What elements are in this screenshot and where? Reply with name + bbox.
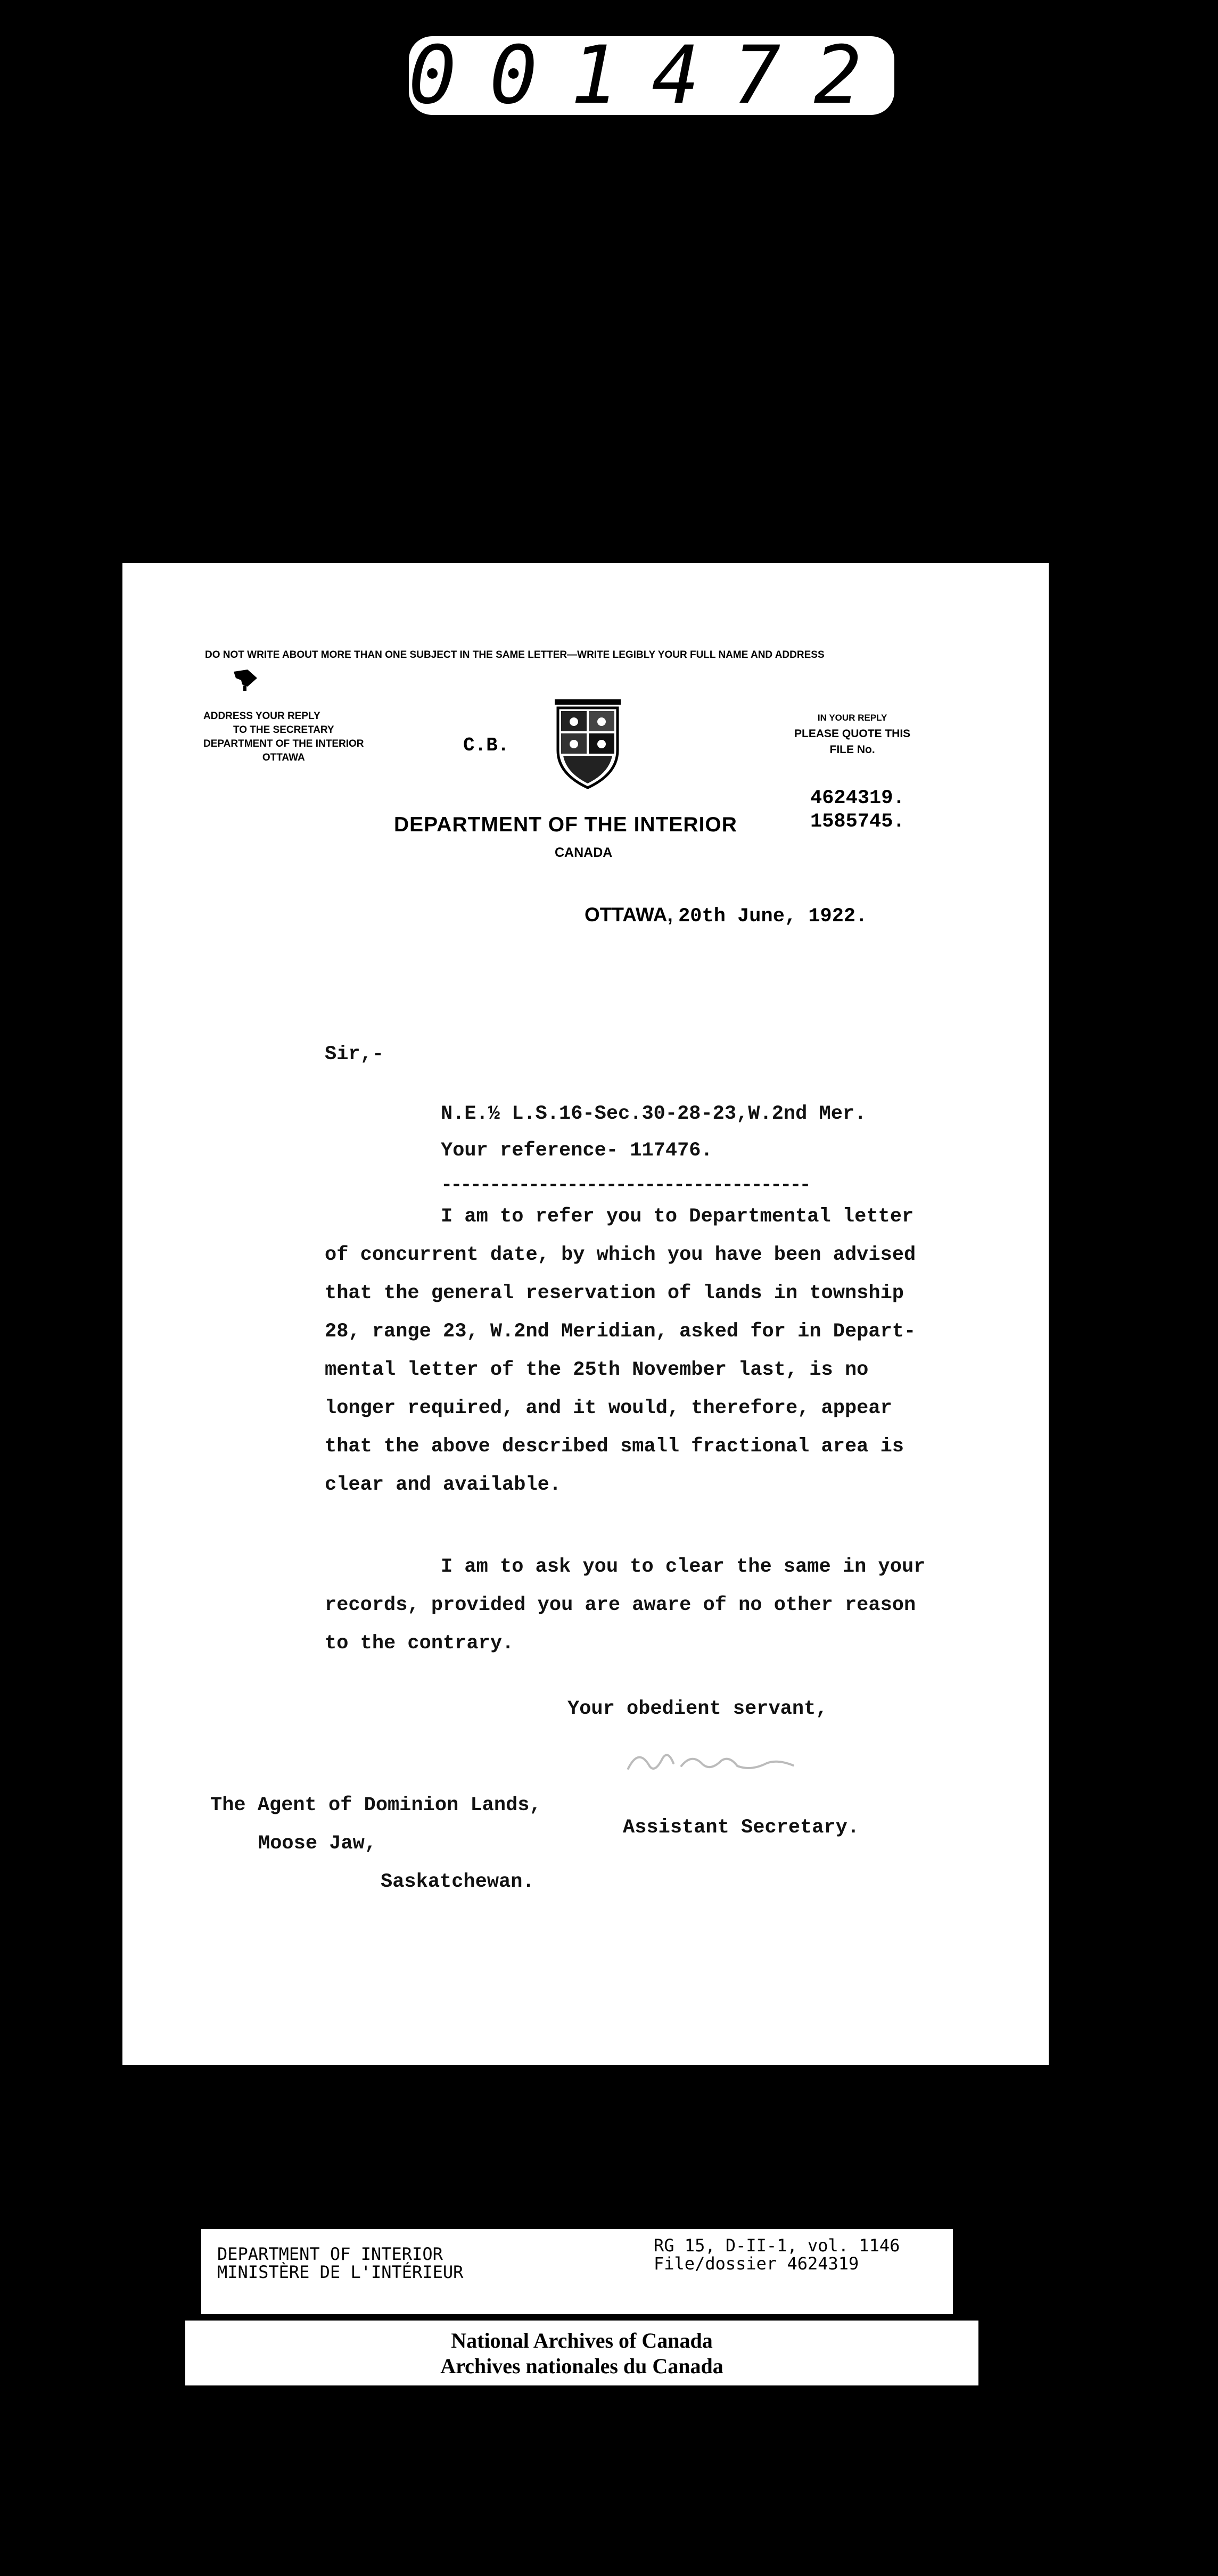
pointing-hand-icon [232,664,259,692]
body-line: clear and available. [325,1474,562,1496]
reply-address-line: ADDRESS YOUR REPLY [203,711,320,722]
stamp-line: DEPARTMENT OF INTERIOR [217,2244,443,2264]
recipient-line: Saskatchewan. [381,1871,534,1893]
body-line: longer required, and it would, therefore, appear [325,1397,892,1419]
stamp-line: File/dossier 4624319 [654,2253,859,2274]
reference-line: Your reference- 117476. [441,1140,713,1162]
letterhead-notice: DO NOT WRITE ABOUT MORE THAN ONE SUBJECT IN THE SAME LETTER—WRITE LEGIBLY YOUR FULL NAME AND ADDRESS [205,649,825,660]
body-line: of concurrent date, by which you have been advised [325,1244,916,1266]
archives-label [185,2321,978,2385]
body-line: records, provided you are aware of no other reason [325,1594,916,1616]
stamp-right-column [654,2236,900,2273]
stamp-left-column [217,2245,463,2281]
place-date-line [585,904,867,928]
signatory-title: Assistant Secretary. [623,1817,860,1839]
recipient-line: Moose Jaw, [258,1832,377,1855]
stamp-line: MINISTÈRE DE L'INTÉRIEUR [217,2262,464,2282]
recipient-address [210,1786,541,1901]
stamp-line: RG 15, D-II-1, vol. 1146 [654,2235,900,2256]
quote-file-line: PLEASE QUOTE THIS [794,728,911,740]
recipient-line: The Agent of Dominion Lands, [210,1794,541,1817]
salutation: Sir,- [325,1043,384,1066]
quote-file-block [794,710,910,758]
typist-initials: C.B. [463,734,509,756]
divider-line: -------------------------------------- [441,1174,809,1196]
body-line: mental letter of the 25th November last, is no [325,1359,869,1381]
handwritten-signature [623,1742,799,1779]
frame-number-label: 001472 [408,29,895,122]
letter-page [122,563,1049,2065]
body-line: I am to refer you to Departmental letter [441,1206,914,1228]
file-number: 4624319. [810,787,905,810]
file-numbers [810,787,905,833]
reply-address-line: OTTAWA [262,752,305,763]
paragraph-1 [325,1198,916,1504]
coat-of-arms-icon [554,699,622,789]
letter-date: 20th June, 1922. [678,905,868,928]
department-country: CANADA [555,845,613,860]
file-number: 1585745. [810,811,905,833]
closing: Your obedient servant, [567,1698,828,1720]
reply-address-line: DEPARTMENT OF THE INTERIOR [203,738,364,749]
reply-address-block [203,709,364,765]
body-line: to the contrary. [325,1632,514,1655]
body-line: I am to ask you to clear the same in your [441,1556,926,1578]
body-line: that the general reservation of lands in township [325,1282,904,1304]
paragraph-2 [325,1548,925,1663]
department-title: DEPARTMENT OF THE INTERIOR [394,813,737,836]
reply-address-line: TO THE SECRETARY [233,724,334,736]
body-line: that the above described small fractional area is [325,1435,904,1458]
body-line: 28, range 23, W.2nd Meridian, asked for in Depart- [325,1320,916,1343]
archive-reference-stamp [201,2229,953,2314]
archives-label-line: Archives nationales du Canada [440,2354,723,2378]
place: OTTAWA, [585,904,673,926]
archives-label-line: National Archives of Canada [451,2329,713,2352]
quote-file-line: IN YOUR REPLY [817,713,887,723]
subject-line: N.E.½ L.S.16-Sec.30-28-23,W.2nd Mer. [441,1103,867,1125]
quote-file-line: FILE No. [829,744,875,756]
